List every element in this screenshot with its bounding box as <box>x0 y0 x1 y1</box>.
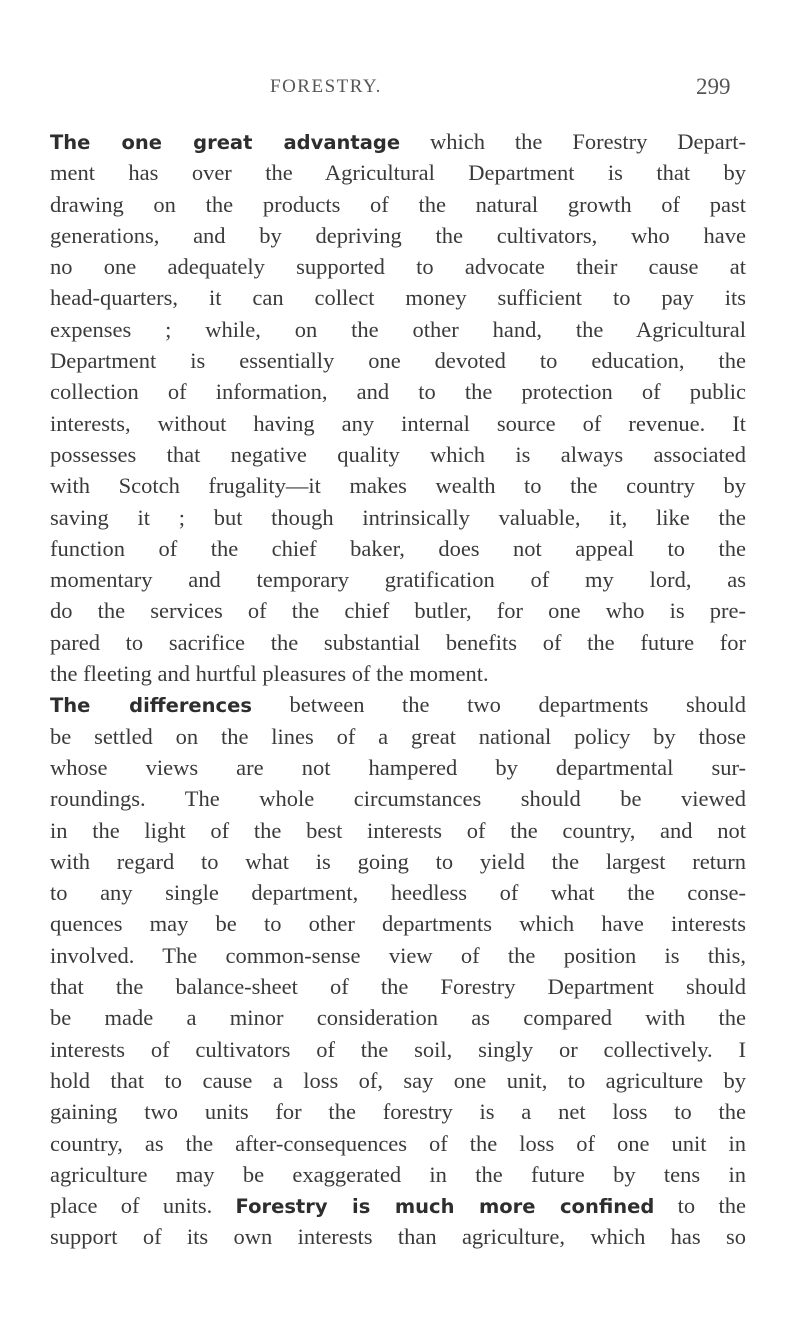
text-run: collection of information, and to the protection of public <box>50 379 746 405</box>
text-line <box>50 721 746 752</box>
text-line <box>50 157 746 188</box>
text-run: hold that to cause a loss of, say one unit, to agriculture by <box>50 1067 746 1093</box>
text-line <box>50 345 746 376</box>
body-text <box>50 126 746 1253</box>
text-run: to the <box>654 1193 746 1219</box>
text-line <box>50 627 746 658</box>
text-line <box>50 189 746 220</box>
text-run: do the services of the chief butler, for one who is pre- <box>50 598 746 624</box>
text-run: with Scotch frugality—it makes wealth to the country by <box>50 473 746 499</box>
text-line <box>50 220 746 251</box>
text-run: pared to sacrifice the substantial benefits of the future for <box>50 629 746 655</box>
text-line <box>50 783 746 814</box>
text-line <box>50 470 746 501</box>
text-line <box>50 658 746 689</box>
text-line <box>50 408 746 439</box>
text-line <box>50 533 746 564</box>
text-run: which the Forestry Depart- <box>400 129 746 154</box>
text-line <box>50 1159 746 1190</box>
text-run: involved. The common-sense view of the position is this, <box>50 942 746 968</box>
text-line <box>50 689 746 720</box>
bold-run: The one great advantage <box>50 131 401 154</box>
text-run: whose views are not hampered by departmental sur- <box>50 754 746 780</box>
text-run: no one adequately supported to advocate their cause at <box>50 254 746 280</box>
text-run: ment has over the Agricultural Department is that by <box>50 160 746 186</box>
text-run: drawing on the products of the natural growth of past <box>50 191 746 217</box>
text-line <box>50 815 746 846</box>
text-run: in the light of the best interests of the country, and not <box>50 817 746 843</box>
text-line <box>50 940 746 971</box>
text-line <box>50 1065 746 1096</box>
text-line <box>50 564 746 595</box>
page-number: 299 <box>696 74 731 99</box>
text-run: momentary and temporary gratification of my lord, as <box>50 567 746 593</box>
text-run: place of units. <box>50 1193 236 1219</box>
text-run: with regard to what is going to yield the largest return <box>50 848 746 874</box>
text-run: be made a minor consideration as compared with the <box>50 1005 746 1031</box>
text-line <box>50 971 746 1002</box>
text-line <box>50 439 746 470</box>
text-run: expenses ; while, on the other hand, the Agricultural <box>50 316 746 342</box>
text-run: between the two departments should <box>251 692 746 718</box>
text-line <box>50 752 746 783</box>
text-line <box>50 502 746 533</box>
text-line <box>50 1190 746 1221</box>
text-line <box>50 1002 746 1033</box>
text-line <box>50 376 746 407</box>
text-line <box>50 251 746 282</box>
text-line <box>50 282 746 313</box>
running-title: FORESTRY. <box>270 76 382 97</box>
text-line <box>50 908 746 939</box>
text-run: that the balance-sheet of the Forestry Department should <box>50 974 746 1000</box>
text-line <box>50 846 746 877</box>
text-run: country, as the after-consequences of the loss of one unit in <box>50 1130 746 1156</box>
text-line <box>50 1221 746 1252</box>
bold-run: Forestry is much more confined <box>235 1195 655 1219</box>
text-run: agriculture may be exaggerated in the future by tens in <box>50 1161 746 1187</box>
text-run: support of its own interests than agriculture, which has so <box>50 1224 746 1250</box>
text-line <box>50 314 746 345</box>
text-run: quences may be to other departments which have interests <box>50 911 746 937</box>
text-line <box>50 1128 746 1159</box>
text-run: head-quarters, it can collect money sufficient to pay its <box>50 285 746 311</box>
text-run: function of the chief baker, does not appeal to the <box>50 535 746 561</box>
text-run: interests of cultivators of the soil, singly or collectively. I <box>50 1036 746 1062</box>
text-run: be settled on the lines of a great national policy by those <box>50 723 746 749</box>
text-line <box>50 595 746 626</box>
text-line <box>50 877 746 908</box>
text-line <box>50 126 746 157</box>
bold-run: The differences <box>50 694 252 718</box>
text-run: possesses that negative quality which is always associated <box>50 441 746 467</box>
text-run: gaining two units for the forestry is a net loss to the <box>50 1099 746 1125</box>
text-run: roundings. The whole circumstances should be viewed <box>50 786 746 812</box>
running-head <box>0 76 800 106</box>
text-run: saving it ; but though intrinsically valuable, it, like the <box>50 504 746 530</box>
text-run: generations, and by depriving the cultivators, who have <box>50 222 746 248</box>
text-run: to any single department, heedless of what the conse- <box>50 880 746 906</box>
text-line <box>50 1034 746 1065</box>
text-run: interests, without having any internal source of revenue. It <box>50 410 746 436</box>
text-run: the fleeting and hurtful pleasures of the moment. <box>50 661 489 687</box>
text-run: Department is essentially one devoted to education, the <box>50 348 746 374</box>
text-line <box>50 1096 746 1127</box>
